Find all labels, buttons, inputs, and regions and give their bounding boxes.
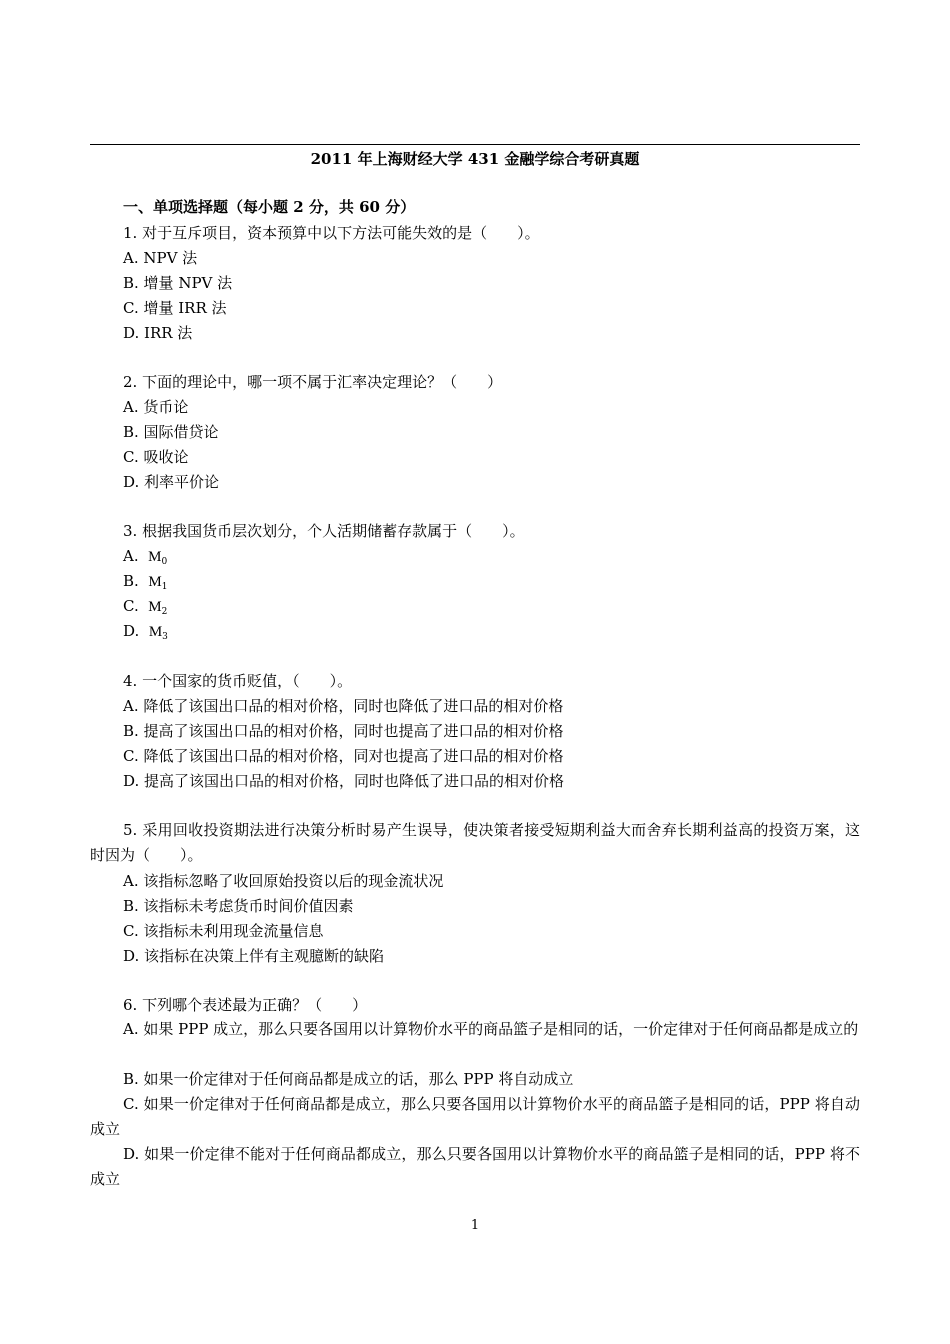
question-4-stem: 4. 一个国家的货币贬值，（ ）。 <box>123 672 353 690</box>
question-2-option-d: D. 利率平价论 <box>123 473 220 491</box>
question-4-option-b: B. 提高了该国出口品的相对价格，同时也提高了进口品的相对价格 <box>123 722 564 740</box>
question-3-option-c: C. $M_2$ <box>123 597 168 617</box>
question-6-stem: 6. 下列哪个表述最为正确？（ ） <box>123 996 368 1014</box>
question-5-option-c: C. 该指标未利用现金流量信息 <box>123 922 324 940</box>
question-6-option-c: C. 如果一价定律对于任何商品都是成立，那么只要各国用以计算物价水平的商品篮子是相同的话，PPP 将自动成立 <box>90 1095 860 1138</box>
question-6-option-b: B. 如果一价定律对于任何商品都是成立的话，那么 PPP 将自动成立 <box>123 1070 574 1088</box>
question-1-stem: 1. 对于互斥项目，资本预算中以下方法可能失效的是（ ）。 <box>123 224 540 242</box>
question-1-option-a: A. NPV 法 <box>123 249 198 267</box>
question-1-option-d: D. IRR 法 <box>123 324 193 342</box>
header-rule <box>90 144 860 145</box>
question-4-option-a: A. 降低了该国出口品的相对价格，同时也降低了进口品的相对价格 <box>123 697 564 715</box>
question-1-option-c: C. 增量 IRR 法 <box>123 299 227 317</box>
question-2-option-c: C. 吸收论 <box>123 448 189 466</box>
question-6-option-d: D. 如果一价定律不能对于任何商品都成立，那么只要各国用以计算物价水平的商品篮子是相同的话，PPP 将不成立 <box>90 1145 860 1188</box>
question-5-option-b: B. 该指标未考虑货币时间价值因素 <box>123 897 354 915</box>
section-heading: 一、单项选择题（每小题 2 分，共 60 分） <box>123 198 416 216</box>
question-5-option-a: A. 该指标忽略了收回原始投资以后的现金流状况 <box>123 872 444 890</box>
document-title: 2011 年上海财经大学 431 金融学综合考研真题 <box>310 150 640 168</box>
question-4-option-d: D. 提高了该国出口品的相对价格，同时也降低了进口品的相对价格 <box>123 772 565 790</box>
question-2-option-b: B. 国际借贷论 <box>123 423 219 441</box>
question-3-option-d: D. $M_3$ <box>123 622 168 642</box>
question-5-stem: 5. 采用回收投资期法进行决策分析时易产生误导，使决策者接受短期利益大而舍弃长期利益高的投资万案，这时因为（ ）。 <box>90 821 860 864</box>
question-3-option-b: B. $M_1$ <box>123 572 168 592</box>
question-1-option-b: B. 增量 NPV 法 <box>123 274 233 292</box>
page-number: 1 <box>470 1218 480 1233</box>
question-2-stem: 2. 下面的理论中，哪一项不属于汇率决定理论？（ ） <box>123 373 503 391</box>
question-3-option-a: A. $M_0$ <box>123 547 168 567</box>
question-5-option-d: D. 该指标在决策上伴有主观臆断的缺陷 <box>123 947 385 965</box>
question-3-stem: 3. 根据我国货币层次划分，个人活期储蓄存款属于（ ）。 <box>123 522 525 540</box>
question-4-option-c: C. 降低了该国出口品的相对价格，同对也提高了进口品的相对价格 <box>123 747 564 765</box>
question-2-option-a: A. 货币论 <box>123 398 189 416</box>
question-6-option-a: A. 如果 PPP 成立，那么只要各国用以计算物价水平的商品篮子是相同的话，一价定律对于任何商品都是成立的 <box>123 1020 859 1038</box>
